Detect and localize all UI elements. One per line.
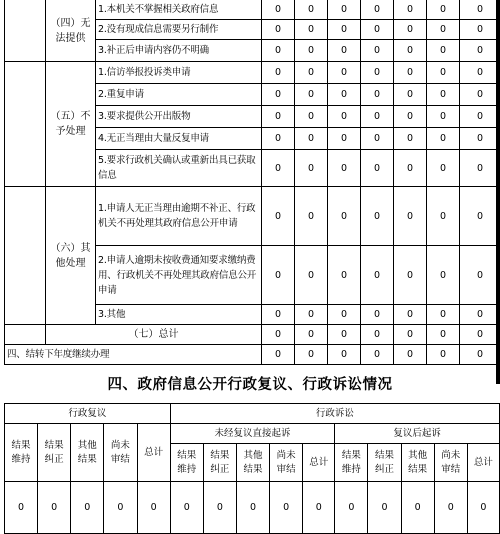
value-cell: 0 xyxy=(361,40,394,62)
value-cell: 0 xyxy=(335,482,368,534)
litigation-col-header: 结果纠正 xyxy=(203,444,236,482)
value-cell: 0 xyxy=(203,482,236,534)
value-cell: 0 xyxy=(427,325,460,345)
value-cell: 0 xyxy=(460,150,500,187)
value-cell: 0 xyxy=(328,345,361,365)
value-cell: 0 xyxy=(295,40,328,62)
review-col-header: 尚未审结 xyxy=(104,424,137,482)
value-cell: 0 xyxy=(361,106,394,128)
value-cell: 0 xyxy=(361,305,394,325)
value-cell: 0 xyxy=(394,305,427,325)
value-cell: 0 xyxy=(427,0,460,20)
value-cell: 0 xyxy=(170,482,203,534)
right-edge-marker xyxy=(496,0,500,384)
value-cell: 0 xyxy=(262,84,295,106)
value-cell: 0 xyxy=(295,128,328,150)
value-cell: 0 xyxy=(262,128,295,150)
value-cell: 0 xyxy=(262,62,295,84)
value-cell: 0 xyxy=(394,246,427,305)
litigation-col-header: 结果维持 xyxy=(335,444,368,482)
review-col-header: 结果纠正 xyxy=(38,424,71,482)
item-label: 2.申请人逾期未按收费通知要求缴纳费用、行政机关不再处理其政府信息公开申请 xyxy=(96,246,262,305)
value-cell: 0 xyxy=(295,325,328,345)
value-cell: 0 xyxy=(328,305,361,325)
value-cell: 0 xyxy=(427,305,460,325)
litigation-col-header: 其他结果 xyxy=(401,444,434,482)
litigation-col-header: 尚未审结 xyxy=(434,444,467,482)
table-row xyxy=(5,0,500,20)
value-cell: 0 xyxy=(262,345,295,365)
value-cell: 0 xyxy=(295,246,328,305)
value-cell: 0 xyxy=(460,128,500,150)
item-label: 2.没有现成信息需要另行制作 xyxy=(96,20,262,40)
value-cell: 0 xyxy=(295,0,328,20)
value-cell: 0 xyxy=(394,0,427,20)
value-cell: 0 xyxy=(394,325,427,345)
value-cell: 0 xyxy=(295,106,328,128)
litigation-col-header: 其他结果 xyxy=(236,444,269,482)
carry-over-label: 四、结转下年度继续办理 xyxy=(5,345,262,365)
value-cell: 0 xyxy=(361,62,394,84)
table-row xyxy=(5,62,500,84)
value-cell: 0 xyxy=(236,482,269,534)
litigation-col-header: 总计 xyxy=(303,444,335,482)
value-cell: 0 xyxy=(460,40,500,62)
item-label: 5.要求行政机关确认或重新出具已获取信息 xyxy=(96,150,262,187)
header-row xyxy=(5,424,500,444)
item-label: 1.信访举报投诉类申请 xyxy=(96,62,262,84)
review-col-header: 结果维持 xyxy=(5,424,38,482)
value-cell: 0 xyxy=(368,482,401,534)
review-col-header: 其他结果 xyxy=(71,424,104,482)
value-cell: 0 xyxy=(427,62,460,84)
category-not-processed: （五）不予处理 xyxy=(46,62,96,187)
value-cell: 0 xyxy=(394,20,427,40)
value-cell: 0 xyxy=(427,150,460,187)
value-cell: 0 xyxy=(460,62,500,84)
category-cannot-provide: （四）无法提供 xyxy=(46,0,96,62)
value-cell: 0 xyxy=(328,325,361,345)
item-label: 2.重复申请 xyxy=(96,84,262,106)
value-cell: 0 xyxy=(394,62,427,84)
value-cell: 0 xyxy=(361,150,394,187)
value-cell: 0 xyxy=(427,20,460,40)
value-cell: 0 xyxy=(295,84,328,106)
value-cell: 0 xyxy=(328,128,361,150)
litigation-col-header: 总计 xyxy=(467,444,499,482)
blank-cell xyxy=(5,62,46,187)
value-cell: 0 xyxy=(361,0,394,20)
value-cell: 0 xyxy=(361,20,394,40)
value-cell: 0 xyxy=(394,106,427,128)
value-cell: 0 xyxy=(328,150,361,187)
value-cell: 0 xyxy=(38,482,71,534)
value-cell: 0 xyxy=(427,246,460,305)
category-other-handling: （六）其他处理 xyxy=(46,187,96,325)
value-cell: 0 xyxy=(460,246,500,305)
value-cell: 0 xyxy=(104,482,137,534)
blank-cell xyxy=(5,325,46,345)
blank-cell xyxy=(5,0,46,62)
review-litigation-table xyxy=(4,403,500,534)
value-cell: 0 xyxy=(460,345,500,365)
litigation-header: 行政诉讼 xyxy=(170,404,499,424)
value-cell: 0 xyxy=(460,325,500,345)
value-cell: 0 xyxy=(295,345,328,365)
value-cell: 0 xyxy=(394,84,427,106)
value-cell: 0 xyxy=(262,106,295,128)
value-cell: 0 xyxy=(328,84,361,106)
value-cell: 0 xyxy=(328,0,361,20)
value-cell: 0 xyxy=(467,482,499,534)
value-cell: 0 xyxy=(460,84,500,106)
item-label: 1.本机关不掌握相关政府信息 xyxy=(96,0,262,20)
header-row xyxy=(5,404,500,424)
item-label: 3.其他 xyxy=(96,305,262,325)
review-header: 行政复议 xyxy=(5,404,171,424)
value-cell: 0 xyxy=(427,40,460,62)
item-label: 3.补正后申请内容仍不明确 xyxy=(96,40,262,62)
value-cell: 0 xyxy=(361,246,394,305)
blank-cell xyxy=(5,187,46,325)
section-title: 四、政府信息公开行政复议、行政诉讼情况 xyxy=(0,373,500,394)
value-cell: 0 xyxy=(460,0,500,20)
value-cell: 0 xyxy=(262,20,295,40)
value-cell: 0 xyxy=(427,106,460,128)
value-cell: 0 xyxy=(434,482,467,534)
value-cell: 0 xyxy=(328,187,361,246)
value-cell: 0 xyxy=(328,106,361,128)
value-cell: 0 xyxy=(262,325,295,345)
value-cell: 0 xyxy=(361,187,394,246)
item-label: 1.申请人无正当理由逾期不补正、行政机关不再处理其政府信息公开申请 xyxy=(96,187,262,246)
value-cell: 0 xyxy=(361,84,394,106)
value-cell: 0 xyxy=(5,482,38,534)
value-cell: 0 xyxy=(401,482,434,534)
value-cell: 0 xyxy=(328,20,361,40)
application-handling-table xyxy=(4,0,500,365)
value-cell: 0 xyxy=(262,150,295,187)
value-cell: 0 xyxy=(303,482,335,534)
value-cell: 0 xyxy=(394,40,427,62)
value-cell: 0 xyxy=(394,128,427,150)
value-cell: 0 xyxy=(295,62,328,84)
value-cell: 0 xyxy=(394,187,427,246)
review-col-header: 总计 xyxy=(137,424,170,482)
value-cell: 0 xyxy=(427,187,460,246)
value-cell: 0 xyxy=(394,150,427,187)
table-row xyxy=(5,345,500,365)
value-cell: 0 xyxy=(262,40,295,62)
item-label: 3.要求提供公开出版物 xyxy=(96,106,262,128)
value-cell: 0 xyxy=(460,106,500,128)
value-cell: 0 xyxy=(427,345,460,365)
value-cell: 0 xyxy=(460,305,500,325)
value-cell: 0 xyxy=(270,482,303,534)
litigation-col-header: 尚未审结 xyxy=(270,444,303,482)
value-cell: 0 xyxy=(137,482,170,534)
value-cell: 0 xyxy=(295,20,328,40)
total-label: （七）总计 xyxy=(46,325,262,345)
table-row xyxy=(5,325,500,345)
value-cell: 0 xyxy=(427,84,460,106)
value-cell: 0 xyxy=(295,150,328,187)
value-cell: 0 xyxy=(295,305,328,325)
item-label: 4.无正当理由大量反复申请 xyxy=(96,128,262,150)
value-cell: 0 xyxy=(71,482,104,534)
value-cell: 0 xyxy=(328,40,361,62)
value-cell: 0 xyxy=(262,246,295,305)
value-cell: 0 xyxy=(394,345,427,365)
value-cell: 0 xyxy=(361,325,394,345)
value-cell: 0 xyxy=(262,0,295,20)
value-cell: 0 xyxy=(328,246,361,305)
table-row xyxy=(5,482,500,534)
table-row xyxy=(5,187,500,246)
after-review-header: 复议后起诉 xyxy=(335,424,500,444)
value-cell: 0 xyxy=(361,128,394,150)
value-cell: 0 xyxy=(427,128,460,150)
value-cell: 0 xyxy=(361,345,394,365)
direct-litigation-header: 未经复议直接起诉 xyxy=(170,424,335,444)
litigation-col-header: 结果维持 xyxy=(170,444,203,482)
value-cell: 0 xyxy=(460,187,500,246)
value-cell: 0 xyxy=(262,305,295,325)
value-cell: 0 xyxy=(262,187,295,246)
value-cell: 0 xyxy=(460,20,500,40)
value-cell: 0 xyxy=(328,62,361,84)
value-cell: 0 xyxy=(295,187,328,246)
litigation-col-header: 结果纠正 xyxy=(368,444,401,482)
